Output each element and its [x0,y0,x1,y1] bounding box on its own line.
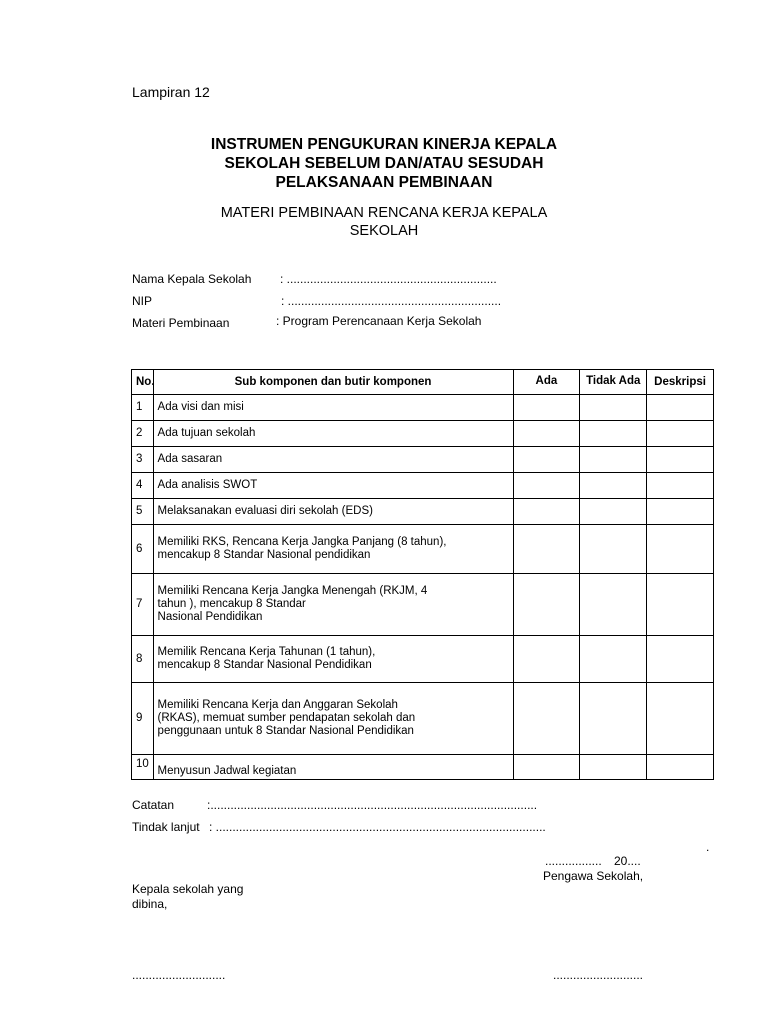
field-nama-kepala-sekolah [132,272,532,288]
row-number: 6 [132,525,154,574]
catatan-value: :.................................................................................................. [207,798,538,812]
date-year: 20.... [614,854,641,868]
row-number: 9 [132,683,154,755]
table-row [132,574,714,636]
row-text-line: Memiliki Rencana Kerja dan Anggaran Sekolah [157,699,398,711]
table-row [132,447,714,473]
header-ada: Ada [513,370,580,395]
table-header-row [132,370,714,395]
header-deskripsi: Deskripsi [647,370,714,395]
header-no: No. [132,370,154,395]
signature-line-right: ........................... [553,968,644,982]
field-label: Materi Pembinaan [132,316,230,330]
table-row [132,525,714,574]
cell-tidak-ada[interactable] [580,755,647,780]
cell-tidak-ada[interactable] [580,395,647,421]
title-line-1: INSTRUMEN PENGUKURAN KINERJA KEPALA [210,136,558,153]
header-sub-komponen: Sub komponen dan butir komponen [153,370,513,395]
row-text-line: Memiliki RKS, Rencana Kerja Jangka Panjang (8 tahun), [157,536,447,548]
row-text [153,525,513,574]
cell-ada[interactable] [513,421,580,447]
cell-deskripsi[interactable] [647,574,714,636]
cell-tidak-ada[interactable] [580,525,647,574]
cell-deskripsi[interactable] [647,499,714,525]
lampiran-label: Lampiran 12 [132,84,210,100]
cell-deskripsi[interactable] [647,755,714,780]
table-row [132,499,714,525]
row-text-line: Menyusun Jadwal kegiatan [157,765,297,777]
field-materi-pembinaan [132,315,532,331]
cell-tidak-ada[interactable] [580,636,647,683]
field-label: NIP [132,294,153,308]
row-text [153,499,513,525]
row-text-line: mencakup 8 Standar Nasional Pendidikan [157,659,372,671]
row-text-line: Ada tujuan sekolah [157,427,256,439]
field-label: Nama Kepala Sekolah [132,272,252,286]
row-text [153,447,513,473]
stray-dot: . [706,840,710,854]
row-text-line: Melaksanakan evaluasi diri sekolah (EDS) [157,505,373,517]
row-text-line: Ada visi dan misi [157,401,244,413]
cell-ada[interactable] [513,473,580,499]
row-number: 10 [132,755,154,780]
row-text [153,636,513,683]
header-tidak-ada: Tidak Ada [580,370,647,395]
row-text [153,755,513,780]
table-row [132,755,714,780]
row-number: 1 [132,395,154,421]
row-text-line: Ada sasaran [157,453,223,465]
catatan-label: Catatan [132,798,175,812]
cell-tidak-ada[interactable] [580,421,647,447]
row-number: 3 [132,447,154,473]
subtitle-line-2: SEKOLAH [349,223,419,239]
cell-deskripsi[interactable] [647,473,714,499]
table-row [132,395,714,421]
field-nip [132,294,532,310]
cell-tidak-ada[interactable] [580,447,647,473]
row-text [153,574,513,636]
kepala-sekolah-label-1: Kepala sekolah yang [132,882,244,896]
row-text-line: Ada analisis SWOT [157,479,258,491]
pengawas-label: Pengawa Sekolah, [543,869,644,883]
cell-ada[interactable] [513,636,580,683]
row-text [153,683,513,755]
row-number: 4 [132,473,154,499]
title-line-3: PELAKSANAAN PEMBINAAN [275,174,493,191]
row-text-line: mencakup 8 Standar Nasional pendidikan [157,549,371,561]
row-text-line: (RKAS), memuat sumber pendapatan sekolah dan [157,712,416,724]
subtitle-line-1: MATERI PEMBINAAN RENCANA KERJA KEPALA [220,205,548,221]
tindak-lanjut-value: : ................................................................................................... [209,820,546,834]
cell-ada[interactable] [513,447,580,473]
date-dots: ................. [545,854,602,868]
field-value: : ................................................................ [281,294,502,308]
title-line-2: SEKOLAH SEBELUM DAN/ATAU SESUDAH [224,155,544,172]
row-number: 8 [132,636,154,683]
table-row [132,683,714,755]
row-text [153,395,513,421]
field-value: : ............................................................... [280,272,497,286]
assessment-table [131,369,714,780]
kepala-sekolah-label-2: dibina, [132,897,168,911]
cell-deskripsi[interactable] [647,525,714,574]
field-value: : Program Perencanaan Kerja Sekolah [276,314,482,328]
document-title [0,135,768,192]
cell-ada[interactable] [513,574,580,636]
table-row [132,473,714,499]
row-number: 7 [132,574,154,636]
row-text-line: tahun ), mencakup 8 Standar [157,598,306,610]
cell-ada[interactable] [513,395,580,421]
document-subtitle [0,204,768,240]
cell-ada[interactable] [513,499,580,525]
cell-ada[interactable] [513,525,580,574]
cell-deskripsi[interactable] [647,421,714,447]
table-row [132,421,714,447]
cell-deskripsi[interactable] [647,447,714,473]
row-text-line: Memiliki Rencana Kerja Jangka Menengah (RKJM, 4 [157,585,428,597]
cell-tidak-ada[interactable] [580,499,647,525]
cell-ada[interactable] [513,755,580,780]
table-row [132,636,714,683]
row-text-line: penggunaan untuk 8 Standar Nasional Pendidikan [157,725,414,737]
cell-tidak-ada[interactable] [580,683,647,755]
row-text-line: Nasional Pendidikan [157,611,263,623]
cell-deskripsi[interactable] [647,636,714,683]
tindak-lanjut-label: Tindak lanjut [132,820,200,834]
row-text [153,473,513,499]
cell-tidak-ada[interactable] [580,574,647,636]
cell-ada[interactable] [513,683,580,755]
signature-line-left: ............................ [132,968,226,982]
row-number: 5 [132,499,154,525]
cell-deskripsi[interactable] [647,395,714,421]
row-text-line: Memilik Rencana Kerja Tahunan (1 tahun), [157,646,376,658]
cell-deskripsi[interactable] [647,683,714,755]
cell-tidak-ada[interactable] [580,473,647,499]
row-number: 2 [132,421,154,447]
row-text [153,421,513,447]
